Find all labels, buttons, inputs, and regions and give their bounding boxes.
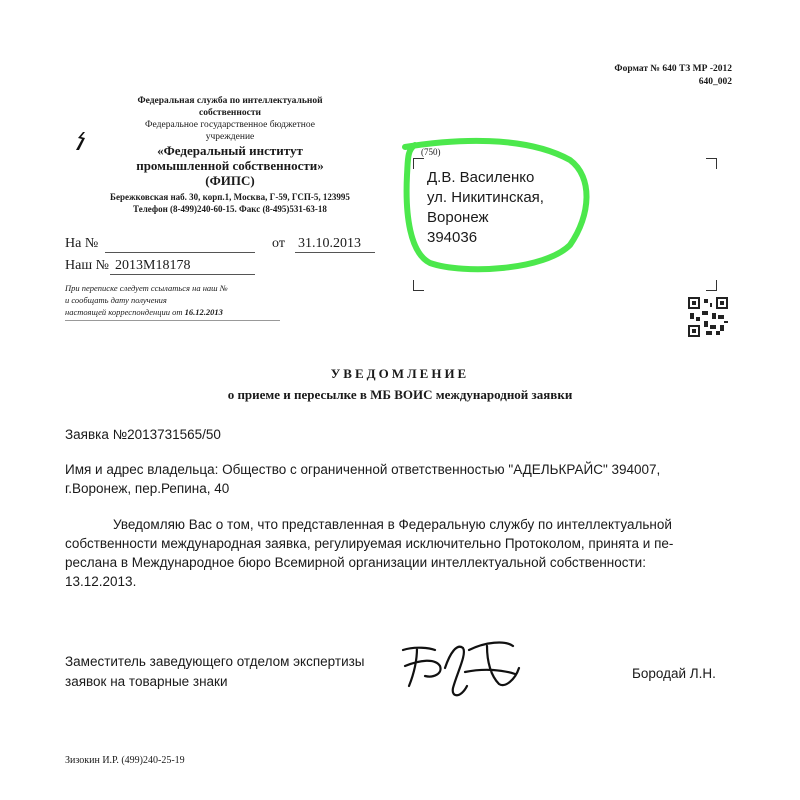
signer-position-line2: заявок на товарные знаки bbox=[65, 674, 228, 689]
org-line1: Федеральная служба по интеллектуальной bbox=[137, 96, 323, 106]
para-line1: Уведомляю Вас о том, что представленная в Федеральную службу по интеллектуальной bbox=[113, 517, 672, 532]
address-corner-tr bbox=[706, 158, 717, 169]
signer-position-line1: Заместитель заведующего отделом экспертизы bbox=[65, 654, 365, 669]
ref-date-line bbox=[295, 252, 375, 253]
org-line4: учреждение bbox=[205, 132, 255, 142]
handwritten-signature bbox=[395, 628, 525, 708]
org-address: Бережковская наб. 30, корп.1, Москва, Г-59, ГСП-5, 123995 bbox=[110, 192, 350, 202]
qr-code-icon bbox=[688, 297, 728, 337]
para-line3: реслана в Международное бюро Всемирной организации интеллектуальной собственности: bbox=[65, 555, 646, 570]
note-line3: настоящей корреспонденции от bbox=[65, 307, 183, 317]
recipient-name: Д.В. Василенко bbox=[427, 169, 535, 186]
recipient-address bbox=[427, 168, 544, 248]
na-number-label: На № bbox=[65, 236, 99, 251]
notice-subtitle: о приеме и пересылке в МБ ВОИС международной заявки bbox=[227, 387, 573, 402]
form-format-line2: 640_002 bbox=[698, 77, 732, 87]
our-number-label: Наш № bbox=[65, 258, 109, 273]
note-line2: и сообщать дату получения bbox=[65, 295, 167, 305]
na-number-line bbox=[105, 252, 255, 253]
address-corner-bl bbox=[413, 280, 424, 291]
executor-contact: Зизокин И.Р. (499)240-25-19 bbox=[65, 755, 185, 766]
org-line6: промышленной собственности» bbox=[136, 158, 324, 173]
our-number-line bbox=[110, 274, 255, 275]
note-divider bbox=[65, 320, 280, 321]
ot-label: от bbox=[272, 236, 285, 251]
our-number: 2013М18178 bbox=[115, 258, 191, 273]
recipient-street: ул. Никитинская, bbox=[427, 189, 544, 206]
signer-position bbox=[65, 652, 365, 692]
form-format-line1: Формат № 640 ТЗ МР -2012 bbox=[614, 64, 732, 74]
application-number: Заявка №2013731565/50 bbox=[65, 427, 221, 442]
notice-title: УВЕДОМЛЕНИЕ bbox=[330, 366, 470, 381]
org-line2: собственности bbox=[198, 108, 261, 118]
recipient-city: Воронеж bbox=[427, 209, 489, 226]
recipient-code: (750) bbox=[421, 147, 441, 157]
para-line4: 13.12.2013. bbox=[65, 574, 137, 589]
recipient-zip: 394036 bbox=[427, 229, 478, 246]
form-format bbox=[614, 63, 732, 89]
para-line2: собственности международная заявка, регулируемая исключительно Протоколом, принята и пе- bbox=[65, 536, 674, 551]
org-phones: Телефон (8-499)240-60-15. Факс (8-495)531-63-18 bbox=[133, 204, 327, 214]
org-line5: «Федеральный институт bbox=[157, 143, 303, 158]
note-date: 16.12.2013 bbox=[184, 307, 223, 317]
note-line1: При переписке следует ссылаться на наш № bbox=[65, 283, 228, 293]
owner-line1: Имя и адрес владельца: Общество с ограниченной ответственностью "АДЕЛЬКРАЙС" 394007, bbox=[65, 462, 661, 477]
notice-paragraph bbox=[65, 515, 745, 591]
org-line3: Федеральное государственное бюджетное bbox=[145, 120, 315, 130]
org-line7: (ФИПС) bbox=[205, 173, 255, 188]
owner-info bbox=[65, 460, 745, 498]
correspondence-note bbox=[65, 282, 295, 318]
organization-header bbox=[70, 95, 390, 215]
signer-name: Бородай Л.Н. bbox=[632, 666, 716, 681]
address-corner-br bbox=[706, 280, 717, 291]
ref-date: 31.10.2013 bbox=[298, 236, 361, 251]
owner-line2: г.Воронеж, пер.Репина, 40 bbox=[65, 481, 230, 496]
